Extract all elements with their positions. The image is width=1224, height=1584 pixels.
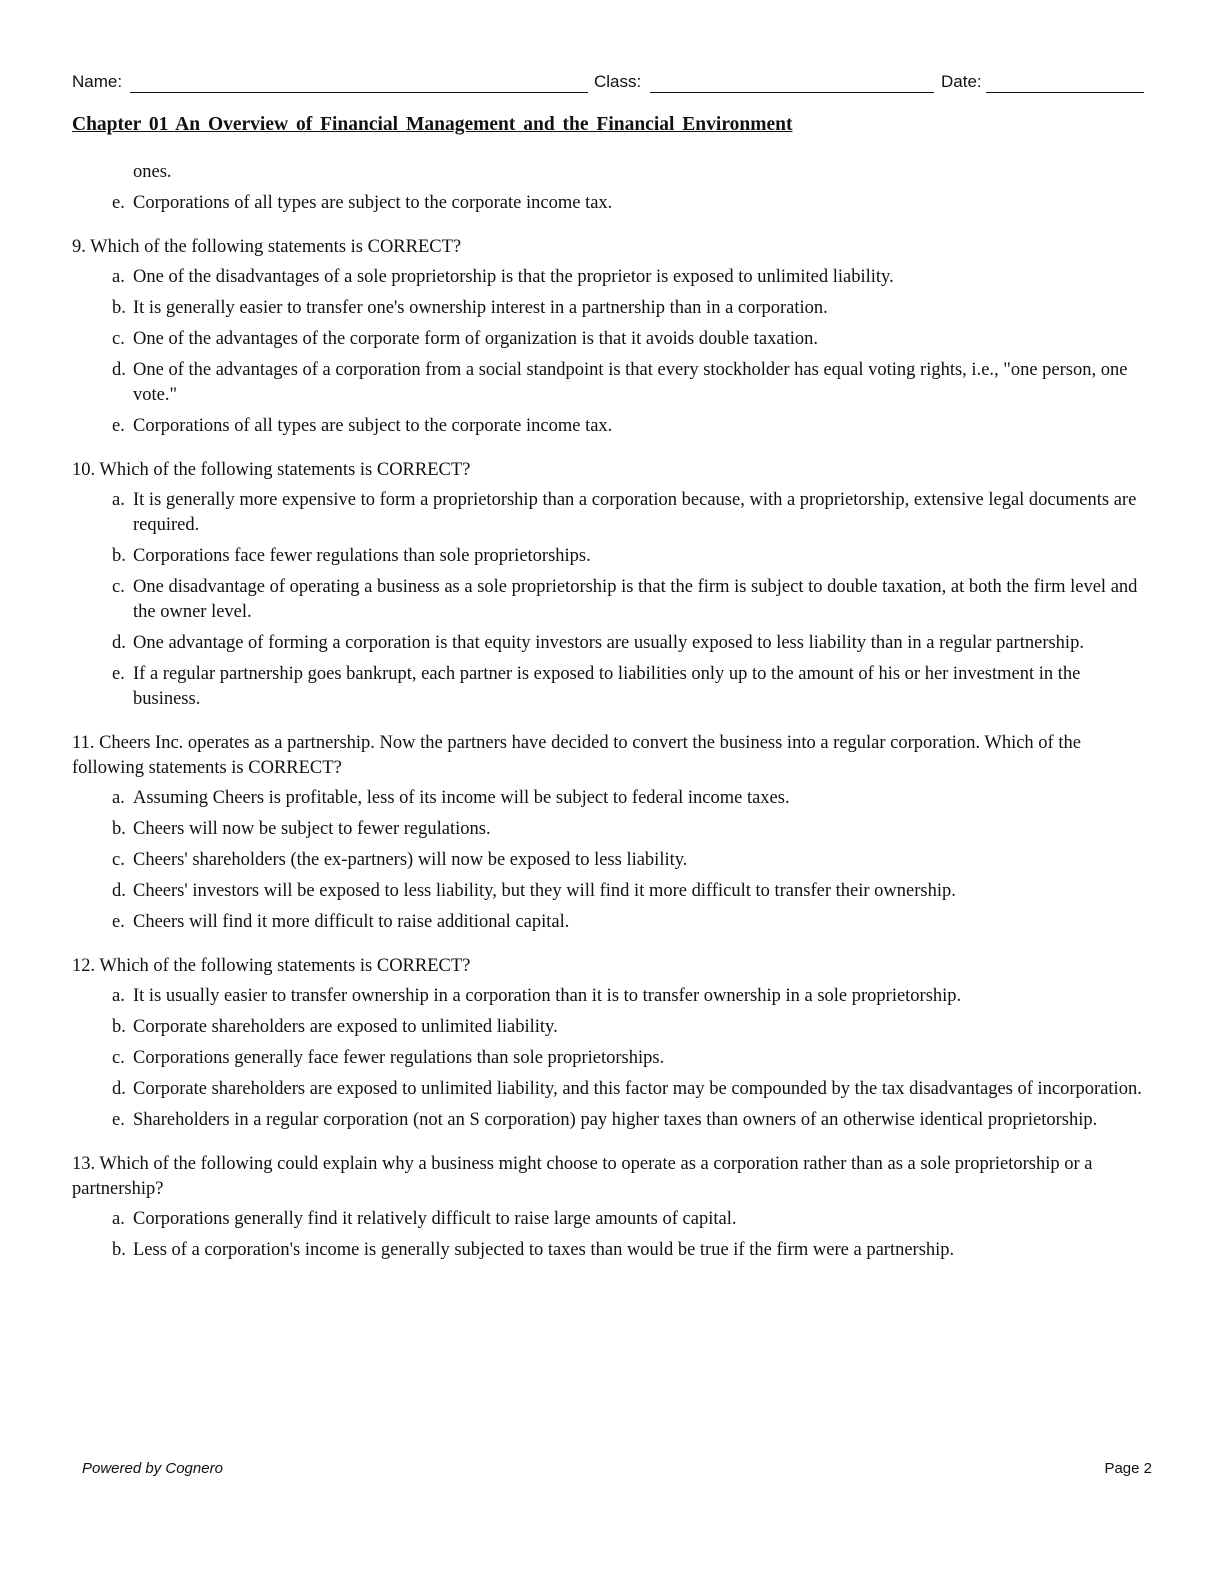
option-letter: a.: [112, 267, 125, 287]
powered-by-footer: Powered by Cognero: [82, 1460, 223, 1477]
option-text: Corporations face fewer regulations than sole proprietorships.: [133, 546, 591, 566]
answer-option: [72, 1077, 1152, 1102]
option-text: If a regular partnership goes bankrupt, each partner is exposed to liabilities only up to the amount of his or her investment in the business.: [133, 664, 1081, 709]
answer-option: [72, 879, 1152, 904]
option-letter: b.: [112, 819, 126, 839]
option-letter: a.: [112, 1209, 125, 1229]
option-letter: d.: [112, 360, 126, 380]
answer-option: [72, 575, 1152, 625]
answer-option: [72, 984, 1152, 1009]
option-letter: b.: [112, 1240, 126, 1260]
question-content: [72, 160, 1152, 1269]
header-fields: [72, 72, 1144, 98]
option-letter: d.: [112, 881, 126, 901]
answer-option: [72, 817, 1152, 842]
answer-option: [72, 1015, 1152, 1040]
question-11: [72, 731, 1152, 935]
answer-option: [72, 1238, 1152, 1263]
question-stem: 11. Cheers Inc. operates as a partnership. Now the partners have decided to convert the business into a regular corporation. Which of the following statements is CORRECT?: [72, 733, 1081, 778]
option-text: One of the advantages of a corporation from a social standpoint is that every stockholder has equal voting rights, i.e., "one person, one vote.": [133, 360, 1128, 405]
question-list: [72, 235, 1152, 1263]
option-text: One advantage of forming a corporation is that equity investors are usually exposed to less liability than in a regular partnership.: [133, 633, 1084, 653]
answer-option: [72, 1046, 1152, 1071]
date-blank-line: [986, 92, 1144, 93]
answer-option: [72, 296, 1152, 321]
option-letter: a.: [112, 490, 125, 510]
option-text: Corporations generally find it relatively difficult to raise large amounts of capital.: [133, 1209, 737, 1229]
option-text: Cheers' shareholders (the ex-partners) will now be exposed to less liability.: [133, 850, 688, 870]
option-text: It is generally easier to transfer one's ownership interest in a partnership than in a corporation.: [133, 298, 828, 318]
option-letter: d.: [112, 633, 126, 653]
chapter-title: Chapter 01 An Overview of Financial Management and the Financial Environment: [72, 114, 793, 135]
option-text: Cheers' investors will be exposed to less liability, but they will find it more difficult to transfer their ownership.: [133, 881, 956, 901]
answer-option: [72, 662, 1152, 712]
option-text: Corporations generally face fewer regulations than sole proprietorships.: [133, 1048, 665, 1068]
answer-option: [72, 358, 1152, 408]
option-text: It is usually easier to transfer ownership in a corporation than it is to transfer ownership in a sole proprietorship.: [133, 986, 962, 1006]
question-stem: 10. Which of the following statements is CORRECT?: [72, 460, 471, 480]
option-letter: a.: [112, 788, 125, 808]
name-label: Name:: [72, 72, 123, 91]
option-letter: b.: [112, 1017, 126, 1037]
option-letter: b.: [112, 298, 126, 318]
option-text: Corporate shareholders are exposed to unlimited liability.: [133, 1017, 558, 1037]
answer-option: [72, 1207, 1152, 1232]
answer-option: [72, 327, 1152, 352]
option-letter: a.: [112, 986, 125, 1006]
date-label: Date:: [941, 72, 982, 91]
option-letter: e.: [112, 664, 125, 684]
answer-option: [72, 1108, 1152, 1133]
answer-option: [72, 910, 1152, 935]
answer-option: [72, 631, 1152, 656]
question-stem: 13. Which of the following could explain why a business might choose to operate as a corporation rather than as a sole proprietorship or a partnership?: [72, 1154, 1093, 1199]
option-letter: b.: [112, 546, 126, 566]
question-stem: 12. Which of the following statements is CORRECT?: [72, 956, 471, 976]
option-text: Corporate shareholders are exposed to unlimited liability, and this factor may be compounded by the tax disadvantages of incorporation.: [133, 1079, 1142, 1099]
option-text: One of the advantages of the corporate form of organization is that it avoids double taxation.: [133, 329, 818, 349]
option-text: Corporations of all types are subject to the corporate income tax.: [133, 193, 613, 213]
answer-option: [72, 488, 1152, 538]
answer-option: [72, 265, 1152, 290]
answer-option: [72, 544, 1152, 569]
option-letter: c.: [112, 329, 125, 349]
page-number: Page 2: [1104, 1460, 1152, 1477]
option-letter: e.: [112, 193, 125, 213]
option-text: Assuming Cheers is profitable, less of its income will be subject to federal income taxes.: [133, 788, 790, 808]
option-letter: e.: [112, 912, 125, 932]
option-text: One disadvantage of operating a business as a sole proprietorship is that the firm is subject to double taxation, at both the firm level and the owner level.: [133, 577, 1138, 622]
continuation-text: ones.: [133, 162, 172, 182]
answer-option: [72, 848, 1152, 873]
class-label: Class:: [594, 72, 642, 91]
question-stem: 9. Which of the following statements is CORRECT?: [72, 237, 462, 257]
option-text: Cheers will find it more difficult to raise additional capital.: [133, 912, 570, 932]
option-text: Cheers will now be subject to fewer regulations.: [133, 819, 491, 839]
question-12: [72, 954, 1152, 1133]
answer-option: [72, 414, 1152, 439]
question-13: [72, 1152, 1152, 1263]
option-letter: c.: [112, 1048, 125, 1068]
option-text: Less of a corporation's income is generally subjected to taxes than would be true if the firm were a partnership.: [133, 1240, 955, 1260]
question-10: [72, 458, 1152, 712]
continuation-option: [72, 191, 1152, 216]
option-letter: d.: [112, 1079, 126, 1099]
option-letter: c.: [112, 577, 125, 597]
option-letter: e.: [112, 1110, 125, 1130]
option-text: Corporations of all types are subject to the corporate income tax.: [133, 416, 613, 436]
question-9: [72, 235, 1152, 439]
option-text: It is generally more expensive to form a proprietorship than a corporation because, with a proprietorship, extensive legal documents are required.: [133, 490, 1137, 535]
name-blank-line: [130, 92, 588, 93]
answer-option: [72, 786, 1152, 811]
option-text: One of the disadvantages of a sole proprietorship is that the proprietor is exposed to unlimited liability.: [133, 267, 894, 287]
option-letter: e.: [112, 416, 125, 436]
option-letter: c.: [112, 850, 125, 870]
option-text: Shareholders in a regular corporation (not an S corporation) pay higher taxes than owners of an otherwise identical proprietorship.: [133, 1110, 1098, 1130]
class-blank-line: [650, 92, 934, 93]
